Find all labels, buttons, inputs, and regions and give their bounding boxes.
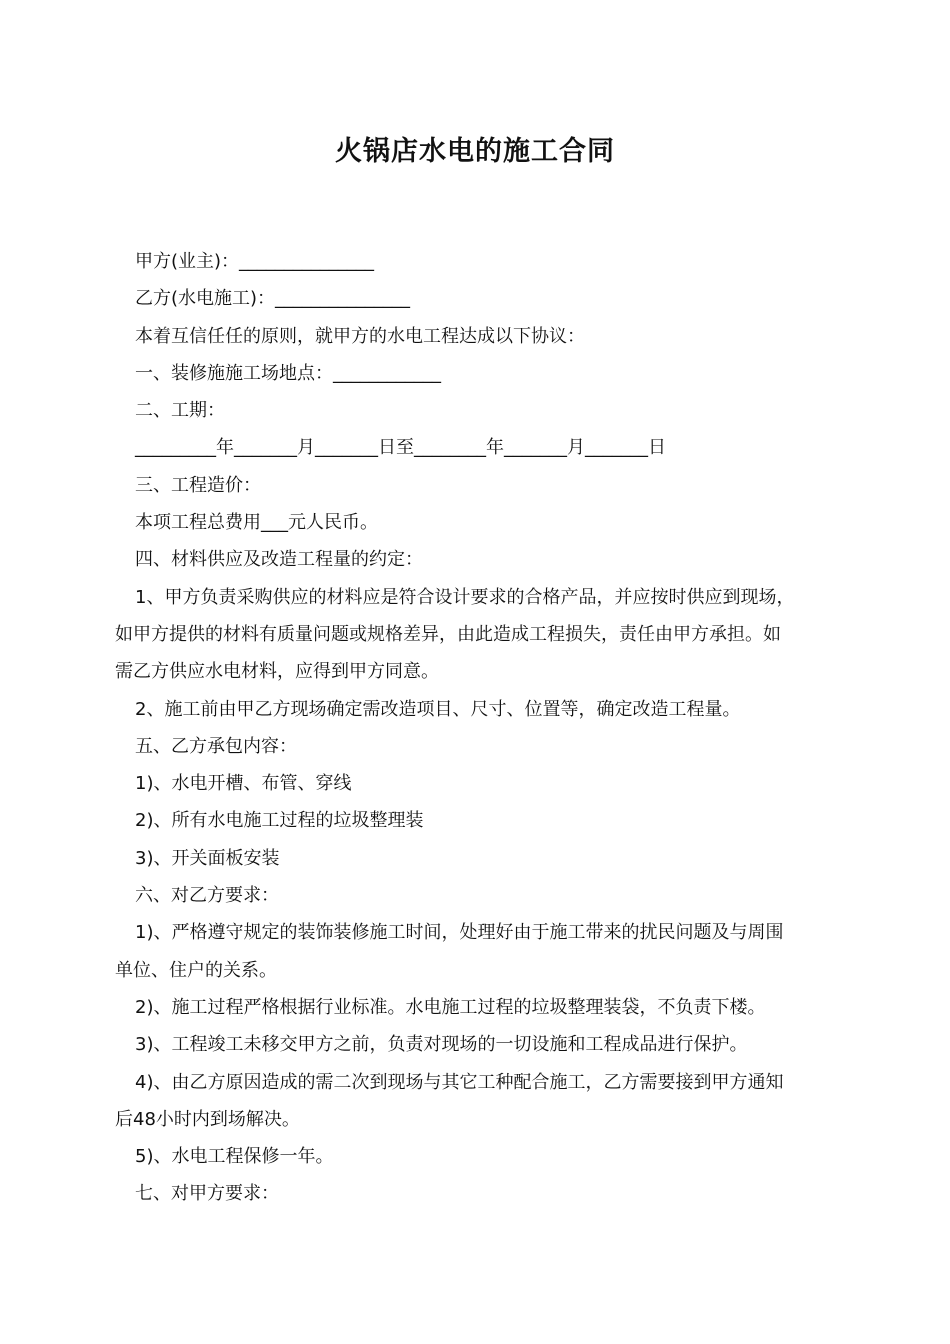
preamble-line: 本着互信任任的原则，就甲方的水电工程达成以下协议： (135, 325, 585, 347)
section-4-heading: 四、材料供应及改造工程量的约定： (135, 549, 423, 571)
section-3-heading: 三、工程造价： (135, 474, 261, 496)
document-body (115, 243, 840, 1213)
section-4-clause-1-line-2: 如甲方提供的材料有质量问题或规格差异，由此造成工程损失，责任由甲方承担。如 (115, 623, 781, 645)
section-6-item-4-line-1: 4)、由乙方原因造成的需二次到现场与其它工种配合施工，乙方需要接到甲方通知 (135, 1071, 784, 1093)
section-4-clause-2: 2、施工前由甲乙方现场确定需改造项目、尺寸、位置等，确定改造工程量。 (135, 698, 741, 720)
section-4-clause-1-line-1: 1、甲方负责采购供应的材料应是符合设计要求的合格产品，并应按时供应到现场， (135, 586, 795, 608)
section-6-item-4-line-2: 后48小时内到场解决。 (115, 1108, 300, 1130)
document-title: 火锅店水电的施工合同 (335, 136, 615, 167)
section-5-item-1: 1)、水电开槽、布管、穿线 (135, 773, 352, 795)
date-range-line: _________年_______月_______日至________年_______月_______日 (135, 437, 666, 459)
section-6-heading: 六、对乙方要求： (135, 885, 279, 907)
section-6-item-1-line-2: 单位、住户的关系。 (115, 959, 277, 981)
party-b-line: 乙方(水电施工)：_______________ (135, 288, 411, 310)
section-4-clause-1-line-3: 需乙方供应水电材料，应得到甲方同意。 (115, 661, 439, 683)
section-6-item-2: 2)、施工过程严格根据行业标准。水电施工过程的垃圾整理装袋，不负责下楼。 (135, 996, 766, 1018)
section-7-heading: 七、对甲方要求： (135, 1183, 279, 1205)
party-a-line: 甲方(业主)：_______________ (135, 251, 375, 272)
section-2-heading: 二、工期： (135, 400, 225, 422)
total-cost-line: 本项工程总费用___元人民币。 (135, 512, 378, 534)
section-6-item-1-line-1: 1)、严格遵守规定的装饰装修施工时间，处理好由于施工带来的扰民问题及与周围 (135, 922, 784, 944)
section-5-item-2: 2)、所有水电施工过程的垃圾整理装 (135, 810, 424, 832)
section-5-heading: 五、乙方承包内容： (135, 735, 297, 757)
section-1-heading: 一、装修施施工场地点：____________ (135, 362, 441, 384)
section-5-item-3: 3)、开关面板安装 (135, 847, 280, 869)
section-6-item-5: 5)、水电工程保修一年。 (135, 1146, 334, 1168)
section-6-item-3: 3)、工程竣工未移交甲方之前，负责对现场的一切设施和工程成品进行保护。 (135, 1034, 748, 1056)
